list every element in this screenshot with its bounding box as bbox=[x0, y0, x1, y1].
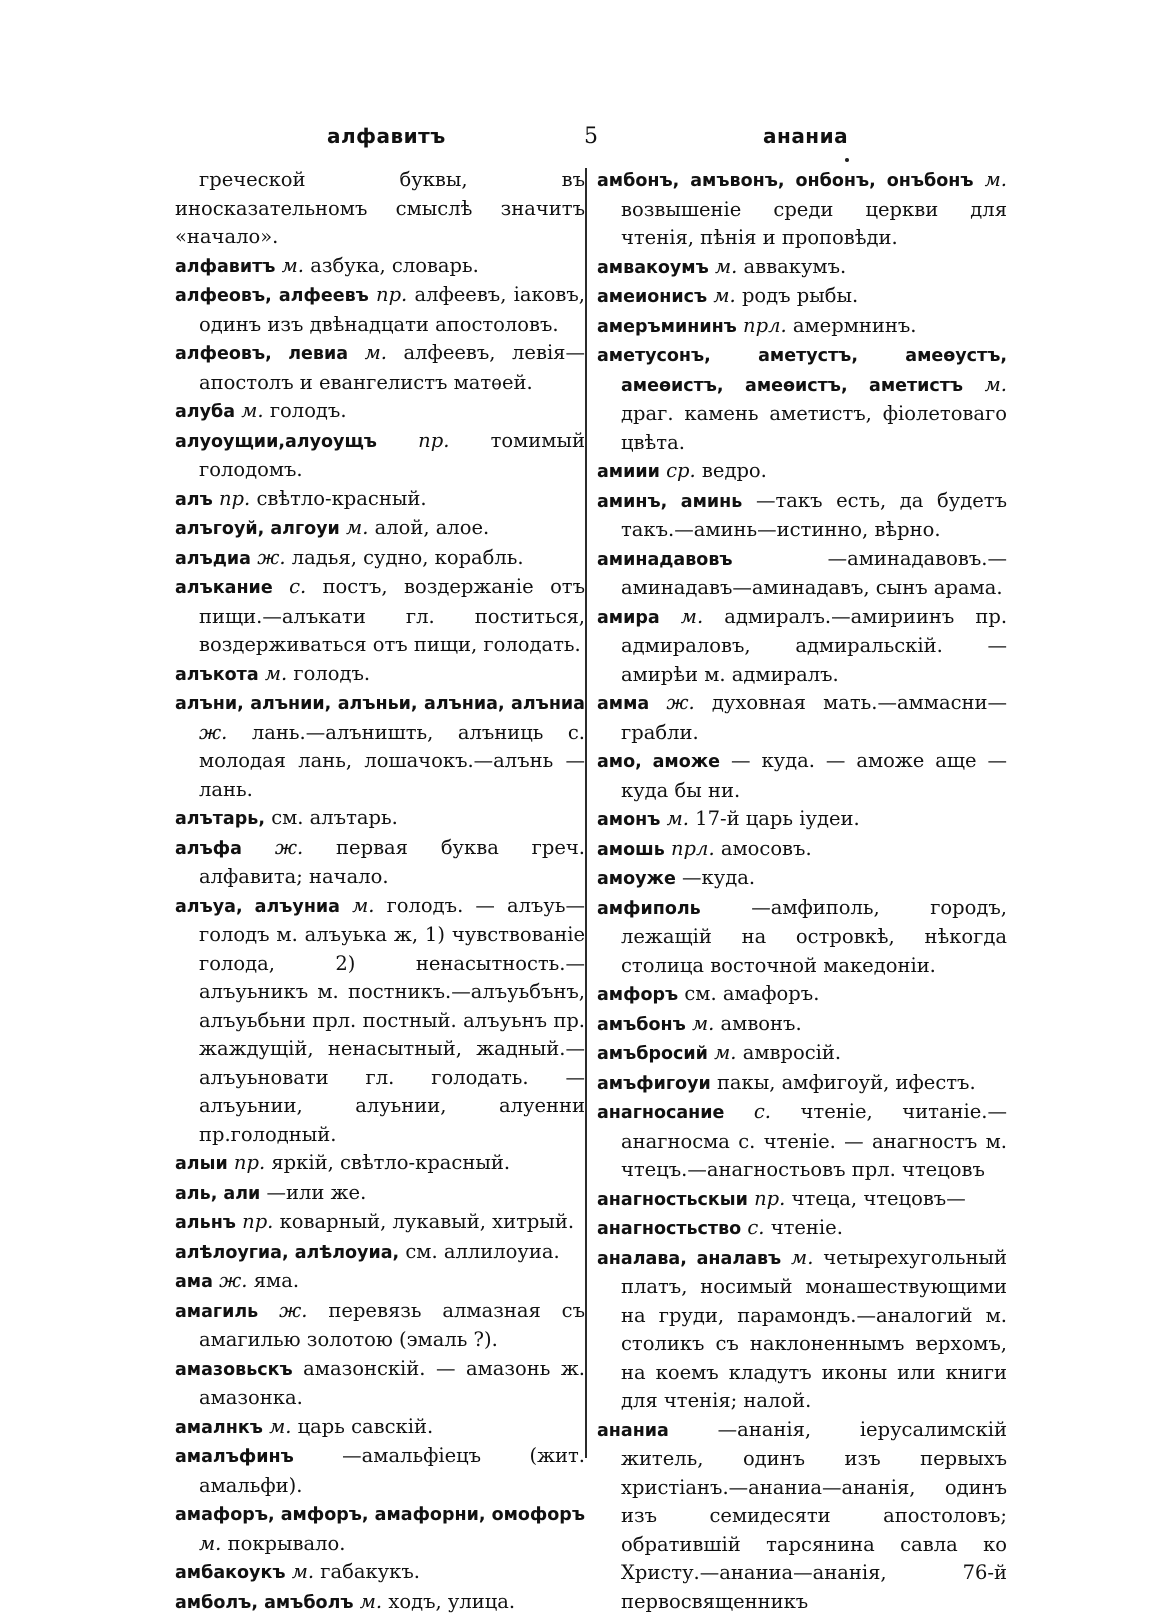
entry-headword: алыи bbox=[175, 1154, 228, 1174]
entry-headword: алфеовъ, алфеевъ bbox=[175, 286, 369, 306]
entry-headword: алуоущии,алуоущъ bbox=[175, 432, 377, 452]
entry-grammar-label: м. bbox=[265, 662, 287, 685]
entry-definition: амвонъ. bbox=[721, 1012, 802, 1035]
entry-definition: аввакумъ. bbox=[744, 255, 847, 278]
entry-headword: анагностьскыи bbox=[597, 1190, 748, 1210]
entry-definition: голодъ. bbox=[270, 399, 347, 422]
dictionary-entry bbox=[199, 485, 585, 515]
entry-grammar-label: пр. bbox=[234, 1151, 265, 1174]
dictionary-entry bbox=[621, 864, 1007, 894]
dictionary-entry bbox=[199, 1500, 585, 1558]
entry-definition: — куда. — аможе аще — куда бы ни. bbox=[621, 749, 1007, 802]
dictionary-entry bbox=[621, 1416, 1007, 1617]
entry-definition: алфеевъ, іаковъ, одинъ изъ двѣнадцати апостоловъ. bbox=[199, 283, 585, 336]
entry-grammar-label: м. bbox=[681, 605, 703, 628]
entry-grammar-label: м. bbox=[346, 516, 368, 539]
dictionary-entry bbox=[199, 1208, 585, 1238]
dictionary-entry bbox=[621, 312, 1007, 342]
dictionary-entry bbox=[199, 689, 585, 804]
dictionary-entry bbox=[621, 689, 1007, 747]
entry-headword: амбакоукъ bbox=[175, 1563, 285, 1583]
entry-grammar-label: прл. bbox=[743, 314, 787, 337]
entry-grammar-label: ж. bbox=[219, 1269, 247, 1292]
dictionary-entry bbox=[621, 166, 1007, 253]
dictionary-entry bbox=[199, 1588, 585, 1617]
entry-headword: амоуже bbox=[597, 869, 676, 889]
entry-definition: ведро. bbox=[702, 459, 767, 482]
entry-definition: амосовъ. bbox=[721, 837, 812, 860]
entry-headword: алъфа bbox=[175, 839, 242, 859]
entry-grammar-label: с. bbox=[289, 575, 306, 598]
entry-headword: аминъ, аминь bbox=[597, 492, 742, 512]
entry-grammar-label: ср. bbox=[666, 459, 696, 482]
entry-headword: алуба bbox=[175, 402, 235, 422]
entry-definition: алой, алое. bbox=[375, 516, 490, 539]
entry-grammar-label: пр. bbox=[376, 283, 407, 306]
entry-headword: аль, али bbox=[175, 1184, 260, 1204]
dictionary-entry bbox=[199, 544, 585, 574]
entry-definition: —ананія, іерусалимскій житель, одинъ изъ первыхъ христіанъ.—ананиа—ананія, одинъ изъ семидесяти апостоловъ; обратившій тарсянина савла ко Христу.—ананиа—ананія, 76-й первосвященникъ bbox=[621, 1418, 1007, 1613]
entry-grammar-label: м. bbox=[667, 807, 689, 830]
entry-headword: амъфигоуи bbox=[597, 1074, 711, 1094]
dictionary-entry bbox=[175, 166, 585, 252]
dictionary-entry bbox=[621, 1185, 1007, 1215]
dictionary-entry bbox=[199, 804, 585, 834]
entry-definition: —куда. bbox=[682, 866, 755, 889]
dictionary-entry bbox=[621, 1244, 1007, 1416]
entry-definition: см. алътарь. bbox=[271, 806, 398, 829]
dictionary-entry bbox=[621, 835, 1007, 865]
dictionary-entry bbox=[621, 282, 1007, 312]
entry-headword: алъ bbox=[175, 490, 213, 510]
entry-definition: см. аллилоуиа. bbox=[405, 1240, 559, 1263]
entry-headword: амалъфинъ bbox=[175, 1447, 294, 1467]
dictionary-entry bbox=[621, 980, 1007, 1010]
entry-definition: —аминадавовъ.—аминадавъ—аминадавъ, сынъ арама. bbox=[621, 547, 1007, 600]
entry-definition: чтеца, чтецовъ— bbox=[792, 1187, 966, 1210]
entry-definition: постъ, воздержаніе отъ пищи.—алъкати гл. поститься, воздерживаться отъ пищи, голодать. bbox=[199, 575, 585, 656]
dictionary-entry bbox=[199, 1238, 585, 1268]
dictionary-entry bbox=[199, 281, 585, 339]
dictionary-entry bbox=[199, 660, 585, 690]
entry-headword: алфеовъ, левиа bbox=[175, 344, 348, 364]
entry-grammar-label: м. bbox=[714, 1041, 736, 1064]
column-divider bbox=[585, 168, 587, 1458]
entry-grammar-label: м. bbox=[985, 373, 1007, 396]
entry-definition: —амфиполь, городъ, лежащій на островкѣ, нѣкогда столица восточной македоніи. bbox=[621, 896, 1007, 977]
entry-headword: амошь bbox=[597, 840, 665, 860]
entry-definition: азбука, словарь. bbox=[310, 254, 479, 277]
entry-definition: амазонскій. — амазонь ж. амазонка. bbox=[199, 1357, 585, 1410]
entry-headword: альнъ bbox=[175, 1213, 236, 1233]
dictionary-entry bbox=[621, 603, 1007, 690]
entry-grammar-label: м. bbox=[713, 284, 735, 307]
entry-headword: амеръмининъ bbox=[597, 317, 737, 337]
dictionary-entry bbox=[621, 1214, 1007, 1244]
entry-definition: перевязь алмазная съ амагилью золотою (эмаль ?). bbox=[199, 1299, 585, 1352]
dictionary-entry bbox=[621, 457, 1007, 487]
dictionary-entry bbox=[199, 1267, 585, 1297]
dictionary-entry bbox=[199, 1442, 585, 1500]
entry-headword: амъбонъ bbox=[597, 1015, 686, 1035]
dictionary-entry bbox=[199, 514, 585, 544]
entry-headword: амбонъ, амъвонъ, онбонъ, онъбонъ bbox=[597, 171, 974, 191]
entry-headword: алъуа, алъуниа bbox=[175, 897, 340, 917]
entry-definition: адмиралъ.—амириинъ пр. адмираловъ, адмиральскій. — амирѣи м. адмиралъ. bbox=[621, 605, 1007, 686]
entry-headword: алфавитъ bbox=[175, 257, 275, 277]
entry-definition: голодъ. — алъуь— голодъ м. алъуька ж, 1) чувствованіе голода, 2) ненасытность.—алъуьникъ м. постникъ.—алъуьбънъ, алъуьбьни прл. постный. алъуьнъ пр. жаждущій, ненасытный, жадный.— алъуьновати гл. голодать. — алъуьнии, алуьнии, алуенни пр.голодный. bbox=[199, 894, 585, 1146]
entry-grammar-label: м. bbox=[292, 1560, 314, 1583]
entry-definition: лань.—алъништь, алъниць с. молодая лань, лошачокъ.—алънь —лань. bbox=[199, 721, 585, 801]
entry-definition: яркій, свѣтло-красный. bbox=[271, 1151, 510, 1174]
entry-grammar-label: пр. bbox=[219, 487, 250, 510]
entry-grammar-label: м. bbox=[791, 1246, 813, 1269]
entry-grammar-label: м. bbox=[241, 399, 263, 422]
entry-headword: амфиполь bbox=[597, 899, 701, 919]
entry-definition: —такъ есть, да будетъ такъ.—аминь—истинно, вѣрно. bbox=[621, 489, 1007, 542]
entry-headword: алътарь, bbox=[175, 809, 265, 829]
entry-headword: аналава, аналавъ bbox=[597, 1249, 781, 1269]
entry-definition: алфеевъ, левія— апостолъ и евангелистъ матѳей. bbox=[199, 341, 585, 394]
entry-definition: первая буква греч. алфавита; начало. bbox=[199, 836, 585, 889]
entry-headword: амболъ, амъболъ bbox=[175, 1593, 354, 1613]
entry-definition: коварный, лукавый, хитрый. bbox=[280, 1210, 574, 1233]
entry-headword: амъбросий bbox=[597, 1044, 708, 1064]
entry-headword: алъкание bbox=[175, 578, 273, 598]
entry-definition: свѣтло-красный. bbox=[256, 487, 426, 510]
entry-headword: ама bbox=[175, 1272, 213, 1292]
entry-grammar-label: пр. bbox=[754, 1187, 785, 1210]
dictionary-entry bbox=[199, 573, 585, 660]
entry-definition: яма. bbox=[254, 1269, 299, 1292]
entry-definition: четырехугольный платъ, носимый монашествующими на груди, парамондъ.—аналогий м. столикъ съ наклоненнымъ верхомъ, на коемъ кладутъ иконы или книги для чтенія; налой. bbox=[621, 1246, 1007, 1413]
page-number: 5 bbox=[584, 124, 599, 149]
entry-headword: алъдиа bbox=[175, 549, 251, 569]
entry-grammar-label: м. bbox=[269, 1415, 291, 1438]
running-head bbox=[0, 124, 1163, 154]
entry-definition: драг. камень аметистъ, фіолетоваго цвѣта. bbox=[621, 402, 1007, 454]
entry-headword: амеионисъ bbox=[597, 287, 707, 307]
entry-definition: чтеніе. bbox=[771, 1216, 843, 1239]
entry-headword: анагносание bbox=[597, 1103, 724, 1123]
entry-headword: алъгоуй, алгоуи bbox=[175, 519, 340, 539]
entry-grammar-label: м. bbox=[282, 254, 304, 277]
entry-grammar-label: пр. bbox=[242, 1210, 273, 1233]
dictionary-entry bbox=[199, 1149, 585, 1179]
entry-headword: амо, аможе bbox=[597, 752, 720, 772]
entry-definition: амермнинъ. bbox=[793, 314, 917, 337]
entry-headword: амиии bbox=[597, 462, 660, 482]
entry-headword: ананиа bbox=[597, 1421, 669, 1441]
entry-headword: алъкота bbox=[175, 665, 259, 685]
entry-headword: алѣлоугиа, алѣлоуиа, bbox=[175, 1243, 399, 1263]
print-dot bbox=[845, 158, 849, 162]
dictionary-entry bbox=[199, 1297, 585, 1355]
dictionary-entry bbox=[621, 341, 1007, 457]
entry-definition: царь савскій. bbox=[298, 1415, 434, 1438]
dictionary-entry bbox=[621, 1039, 1007, 1069]
entry-grammar-label: с. bbox=[754, 1100, 771, 1123]
dictionary-entry bbox=[199, 1413, 585, 1443]
entry-grammar-label: м. bbox=[199, 1532, 221, 1555]
right-guide-word: ананиа bbox=[763, 124, 848, 148]
entry-definition: чтеніе, читаніе.—анагносма с. чтеніе. — анагностъ м. чтецъ.—анагностьовъ прл. чтецовъ bbox=[621, 1100, 1007, 1181]
entry-grammar-label: м. bbox=[365, 341, 387, 364]
dictionary-entry bbox=[199, 427, 585, 485]
left-column bbox=[175, 166, 585, 1617]
entry-definition: —амальфіецъ (жит. амальфи). bbox=[199, 1444, 585, 1497]
entry-definition: пакы, амфигоуй, ифестъ. bbox=[717, 1071, 976, 1094]
entry-definition: греческой буквы, въ иносказательномъ смыслѣ значитъ «начало». bbox=[175, 168, 585, 248]
entry-definition: амвросій. bbox=[743, 1041, 841, 1064]
dictionary-entry bbox=[199, 252, 585, 282]
entry-headword: амма bbox=[597, 694, 649, 714]
entry-grammar-label: ж. bbox=[275, 836, 303, 859]
dictionary-entry bbox=[199, 892, 585, 1150]
dictionary-entry bbox=[199, 1355, 585, 1413]
entry-definition: покрывало. bbox=[228, 1532, 346, 1555]
entry-headword: алъни, алънии, алъньи, алъниа, алъниа bbox=[175, 694, 585, 714]
right-column bbox=[597, 166, 1007, 1616]
dictionary-entry bbox=[199, 1179, 585, 1209]
entry-grammar-label: м. bbox=[985, 168, 1007, 191]
entry-headword: амфоръ bbox=[597, 985, 678, 1005]
entry-definition: родъ рыбы. bbox=[742, 284, 858, 307]
entry-grammar-label: м. bbox=[715, 255, 737, 278]
entry-grammar-label: прл. bbox=[671, 837, 715, 860]
entry-definition: голодъ. bbox=[293, 662, 370, 685]
entry-grammar-label: пр. bbox=[418, 429, 449, 452]
entry-grammar-label: ж. bbox=[199, 721, 227, 744]
dictionary-entry bbox=[199, 339, 585, 397]
entry-definition: габакукъ. bbox=[320, 1560, 420, 1583]
entry-grammar-label: м. bbox=[352, 894, 374, 917]
entry-headword: амафоръ, амфоръ, амафорни, омофоръ bbox=[175, 1505, 585, 1525]
dictionary-entry bbox=[621, 545, 1007, 603]
dictionary-entry bbox=[621, 747, 1007, 805]
dictionary-entry bbox=[621, 805, 1007, 835]
entry-grammar-label: ж. bbox=[279, 1299, 307, 1322]
entry-grammar-label: м. bbox=[360, 1590, 382, 1613]
entry-definition: томимый голодомъ. bbox=[199, 429, 585, 482]
dictionary-entry bbox=[621, 1098, 1007, 1185]
entry-grammar-label: ж. bbox=[257, 546, 285, 569]
dictionary-entry bbox=[621, 894, 1007, 981]
entry-definition: —или же. bbox=[267, 1181, 367, 1204]
dictionary-entry bbox=[199, 397, 585, 427]
dictionary-entry bbox=[621, 1010, 1007, 1040]
entry-headword: амвакоумъ bbox=[597, 258, 709, 278]
entry-headword: амира bbox=[597, 608, 660, 628]
entry-grammar-label: ж. bbox=[666, 691, 694, 714]
dictionary-entry bbox=[621, 253, 1007, 283]
dictionary-entry bbox=[199, 1558, 585, 1588]
entry-headword: аминадавовъ bbox=[597, 550, 733, 570]
dictionary-entry bbox=[199, 834, 585, 892]
entry-headword: амагиль bbox=[175, 1302, 258, 1322]
entry-headword: амалнкъ bbox=[175, 1418, 263, 1438]
entry-headword: аметусонъ, аметустъ, амеѳустъ, амеѳистъ, амеѳистъ, аметистъ bbox=[597, 346, 1007, 396]
entry-definition: возвышеніе среди церкви для чтенія, пѣнія и проповѣди. bbox=[621, 198, 1007, 250]
entry-grammar-label: с. bbox=[747, 1216, 764, 1239]
entry-definition: духовная мать.—аммасни— грабли. bbox=[621, 691, 1007, 744]
dictionary-entry bbox=[621, 487, 1007, 545]
entry-definition: 17-й царь іудеи. bbox=[695, 807, 860, 830]
entry-definition: ходъ, улица. bbox=[388, 1590, 515, 1613]
entry-headword: амонъ bbox=[597, 810, 660, 830]
dictionary-entry bbox=[621, 1069, 1007, 1099]
entry-grammar-label: м. bbox=[692, 1012, 714, 1035]
entry-definition: см. амафоръ. bbox=[684, 982, 819, 1005]
entry-headword: анагностьство bbox=[597, 1219, 741, 1239]
entry-headword: амазовьскъ bbox=[175, 1360, 293, 1380]
entry-definition: ладья, судно, корабль. bbox=[292, 546, 524, 569]
left-guide-word: алфавитъ bbox=[327, 124, 446, 148]
